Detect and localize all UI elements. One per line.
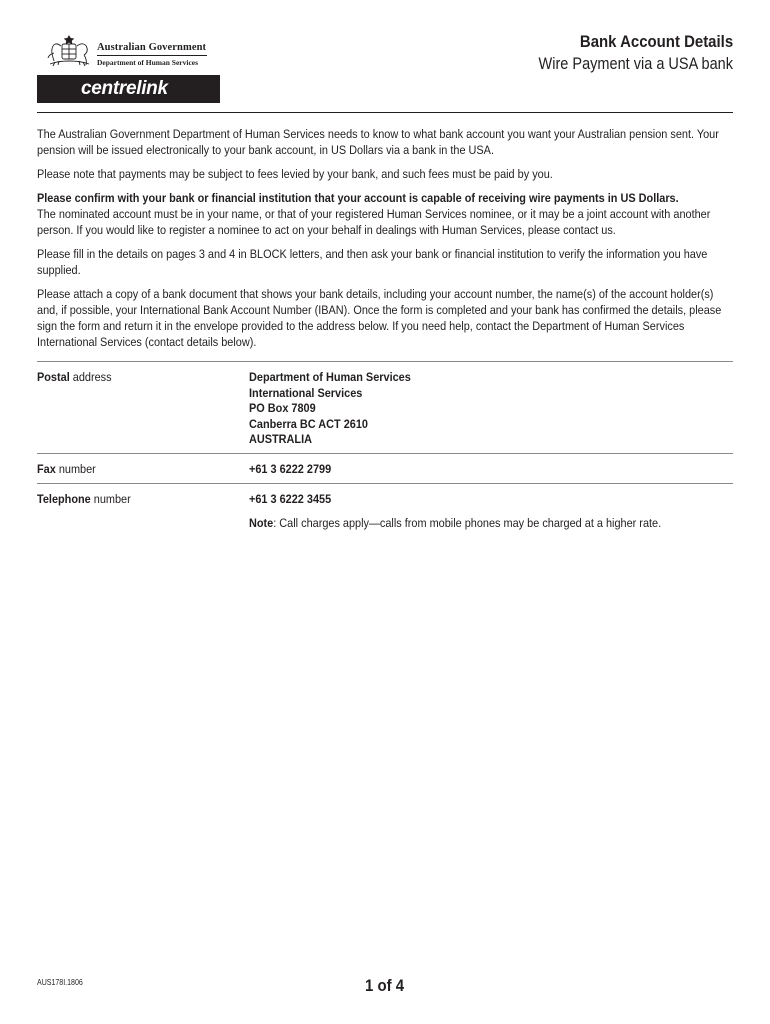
form-code: AUS178I.1806 [37,978,83,987]
section-divider [37,361,733,362]
government-divider [97,55,207,56]
paragraph-confirm [37,190,732,238]
call-charges-note: Note: Call charges apply—calls from mobile phones may be charged at a higher rate. [249,516,662,530]
government-name: Australian Government [97,42,207,53]
fax-label: Fax number [37,462,96,476]
postal-address [249,370,411,448]
document-subtitle: Wire Payment via a USA bank [538,55,733,73]
page-number: 1 of 4 [365,976,405,995]
coat-of-arms-icon [46,33,92,69]
telephone-number: +61 3 6222 3455 [249,492,332,506]
document-title: Bank Account Details [579,32,733,51]
intro-text [37,126,732,358]
address-line: AUSTRALIA [249,432,313,446]
centrelink-logo [37,75,220,103]
confirm-emphasis: Please confirm with your bank or financial institution that your account is capable of receiving wire payments in US Dollars. [37,191,679,205]
postal-label: Postal address [37,370,112,384]
address-line: Department of Human Services [249,370,411,384]
department-name: Department of Human Services [97,58,199,67]
address-line: International Services [249,385,363,400]
confirm-details: The nominated account must be in your name, or that of your registered Human Services nominee, or it may be a joint account with another person. If you would like to register a nominee to act on your behalf in dealings with Human Services, please contact us. [37,207,711,237]
header-divider [37,112,733,113]
section-divider [37,483,733,484]
paragraph-block-letters: Please fill in the details on pages 3 and 4 in BLOCK letters, and then ask your bank or financial institution to verify the information you have supplied. [37,247,708,277]
address-line: PO Box 7809 [249,401,316,415]
telephone-label: Telephone number [37,492,131,506]
paragraph-attach: Please attach a copy of a bank document that shows your bank details, including your account number, the name(s) of the account holder(s) and, if possible, your International Bank Account Number (IBAN). Once the form is completed and your bank has confirmed the details, please sign the form and return it in the envelope provided to the address below. If you need help, contact the Department of Human Services International Services (contact details below). [37,287,722,349]
paragraph-fees: Please note that payments may be subject to fees levied by your bank, and such fees must be paid by you. [37,167,553,181]
section-divider [37,453,733,454]
centrelink-wordmark: centrelink [81,78,168,99]
address-line: Canberra BC ACT 2610 [249,416,368,431]
paragraph-purpose: The Australian Government Department of Human Services needs to know to what bank account you want your Australian pension sent. Your pension will be issued electronically to your bank account, in US Dollars via a bank in the USA. [37,127,719,157]
fax-number: +61 3 6222 2799 [249,462,332,476]
